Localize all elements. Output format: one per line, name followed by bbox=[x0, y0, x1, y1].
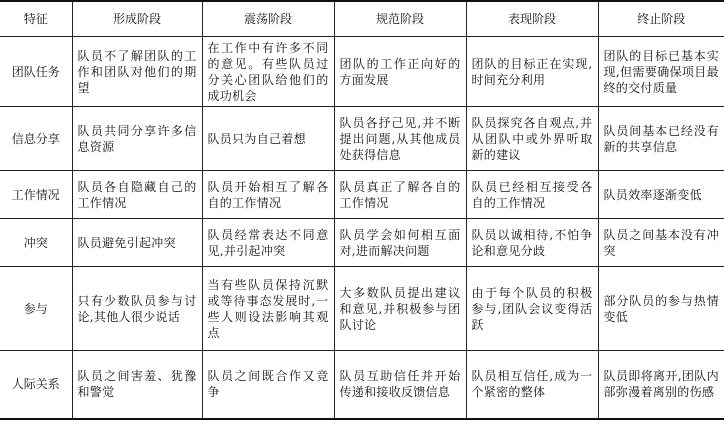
table-cell: 队员避免引起冲突 bbox=[72, 219, 202, 267]
row-feature: 信息分享 bbox=[0, 107, 72, 171]
table-cell: 部分队员的参与热情变低 bbox=[598, 267, 724, 351]
table-cell: 只有少数队员参与讨论,其他人很少说话 bbox=[72, 267, 202, 351]
table-cell: 队员不了解团队的工作和团队对他们的期望 bbox=[72, 37, 202, 107]
header-feature: 特征 bbox=[0, 1, 72, 37]
table-cell: 当有些队员保持沉默或等待事态发展时,一些人则设法影响其观点 bbox=[202, 267, 334, 351]
table-cell: 队员之间既合作又竞争 bbox=[202, 351, 334, 419]
header-forming: 形成阶段 bbox=[72, 1, 202, 37]
table-cell: 团队的工作正向好的方面发展 bbox=[334, 37, 466, 107]
table-row bbox=[0, 267, 724, 351]
table-cell: 队员以诚相待,不怕争论和意见分歧 bbox=[466, 219, 598, 267]
table-cell: 队员各抒己见,并不断提出问题,从其他成员处获得信息 bbox=[334, 107, 466, 171]
table-cell: 队员探究各自观点,并从团队中或外界听取新的建议 bbox=[466, 107, 598, 171]
row-feature: 冲突 bbox=[0, 219, 72, 267]
row-feature: 人际关系 bbox=[0, 351, 72, 419]
table-cell: 队员共同分享许多信息资源 bbox=[72, 107, 202, 171]
header-norming: 规范阶段 bbox=[334, 1, 466, 37]
header-adjourning: 终止阶段 bbox=[598, 1, 724, 37]
table-cell: 队员开始相互了解各自的工作情况 bbox=[202, 171, 334, 219]
table-cell: 团队的目标已基本实现,但需要确保项目最终的交付质量 bbox=[598, 37, 724, 107]
table-cell: 队员即将离开,团队内部弥漫着离别的伤感 bbox=[598, 351, 724, 419]
table-cell: 团队的目标正在实现,时间充分利用 bbox=[466, 37, 598, 107]
table-cell: 队员学会如何相互面对,进而解决问题 bbox=[334, 219, 466, 267]
row-feature: 团队任务 bbox=[0, 37, 72, 107]
table-row bbox=[0, 219, 724, 267]
table-row bbox=[0, 107, 724, 171]
table-cell: 队员互助信任并开始传递和接收反馈信息 bbox=[334, 351, 466, 419]
table-cell: 队员效率逐渐变低 bbox=[598, 171, 724, 219]
table-cell: 队员之间基本没有冲突 bbox=[598, 219, 724, 267]
table-row bbox=[0, 171, 724, 219]
table-cell: 由于每个队员的积极参与,团队会议变得活跃 bbox=[466, 267, 598, 351]
header-row bbox=[0, 1, 724, 37]
table-cell: 队员经常表达不同意见,并引起冲突 bbox=[202, 219, 334, 267]
table-cell: 队员真正了解各自的工作情况 bbox=[334, 171, 466, 219]
table-cell: 队员只为自己着想 bbox=[202, 107, 334, 171]
table-cell: 队员各自隐藏自己的工作情况 bbox=[72, 171, 202, 219]
header-performing: 表现阶段 bbox=[466, 1, 598, 37]
table-cell: 队员之间害羞、犹豫和警觉 bbox=[72, 351, 202, 419]
table-cell: 大多数队员提出建议和意见,并积极参与团队讨论 bbox=[334, 267, 466, 351]
table-row bbox=[0, 37, 724, 107]
table-cell: 队员相互信任,成为一个紧密的整体 bbox=[466, 351, 598, 419]
table-row bbox=[0, 351, 724, 419]
row-feature: 工作情况 bbox=[0, 171, 72, 219]
table-cell: 队员已经相互接受各自的工作情况 bbox=[466, 171, 598, 219]
table-cell: 队员间基本已经没有新的共享信息 bbox=[598, 107, 724, 171]
table-cell: 在工作中有许多不同的意见。有些队员过分关心团队给他们的成功机会 bbox=[202, 37, 334, 107]
header-storming: 震荡阶段 bbox=[202, 1, 334, 37]
row-feature: 参与 bbox=[0, 267, 72, 351]
